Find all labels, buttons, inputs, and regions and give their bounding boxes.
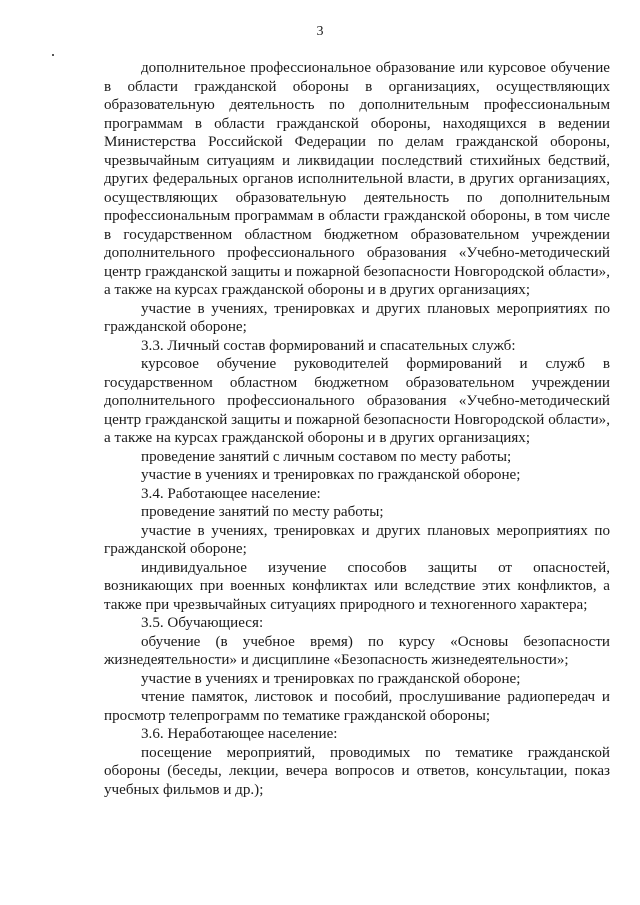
margin-mark (52, 54, 54, 56)
paragraph-planned-events: участие в учениях, тренировках и других плановых мероприятиях по гражданской обороне; (104, 522, 610, 557)
paragraph-exercises-participation: участие в учениях, тренировках и других плановых мероприятиях по гражданской обороне; (104, 300, 610, 335)
section-heading-3-4: 3.4. Работающее население: (141, 485, 321, 502)
paragraph-course-training-leaders: курсовое обучение руководителей формирований и служб в государственном областном бюджетном образовательном учреждении дополнительного профессионального образования «Учебно-методический центр гражданской защиты и пожарной безопасности Новгородской области», а также на курсах гражданской обороны и в других организациях; (104, 356, 610, 446)
paragraph-additional-education: дополнительное профессиональное образование или курсовое обучение в области гражданской обороны в организациях, осуществляющих образовательную деятельность по дополнительным профессиональным программам в области гражданской обороны, находящихся в ведении Министерства Российской Федерации по делам гражданской обороны, чрезвычайным ситуациям и ликвидации последствий стихийных бедствий, других федеральных органов исполнительной власти, в других организациях, осуществляющих образовательную деятельность по дополнительным профессиональным программам в области гражданской обороны, в том числе в государственном областном бюджетном образовательном учреждении дополнительного профессионального образования «Учебно-методический центр гражданской защиты и пожарной безопасности Новгородской области», а также на курсах гражданской обороны и в других организациях; (104, 60, 610, 298)
paragraph-exercises-training: участие в учениях и тренировках по гражданской обороне; (141, 467, 521, 483)
paragraph-obzh-course: обучение (в учебное время) по курсу «Основы безопасности жизнедеятельности» и дисциплине «Безопасность жизнедеятельности»; (104, 633, 610, 668)
document-body (104, 59, 610, 799)
paragraph-workplace-classes: проведение занятий по месту работы; (141, 504, 384, 520)
page-number: 3 (316, 24, 324, 39)
paragraph-personnel-classes: проведение занятий с личным составом по месту работы; (141, 448, 512, 465)
section-heading-3-6: 3.6. Неработающее население: (141, 726, 338, 742)
paragraph-individual-study: индивидуальное изучение способов защиты от опасностей, возникающих при военных конфликтах или вследствие этих конфликтов, а также при чрезвычайных ситуациях природного и техногенного характера; (104, 559, 610, 613)
section-heading-3-3: 3.3. Личный состав формирований и спасательных служб: (141, 337, 516, 354)
section-heading-3-5: 3.5. Обучающиеся: (141, 615, 264, 631)
paragraph-attending-events: посещение мероприятий, проводимых по тематике гражданской обороны (беседы, лекции, вечера вопросов и ответов, консультации, показ учебных фильмов и др.); (104, 744, 610, 798)
paragraph-reading-materials: чтение памяток, листовок и пособий, прослушивание радиопередач и просмотр телепрограмм по тематике гражданской обороны; (104, 689, 610, 724)
paragraph-student-exercises: участие в учениях и тренировках по гражданской обороне; (141, 670, 521, 687)
